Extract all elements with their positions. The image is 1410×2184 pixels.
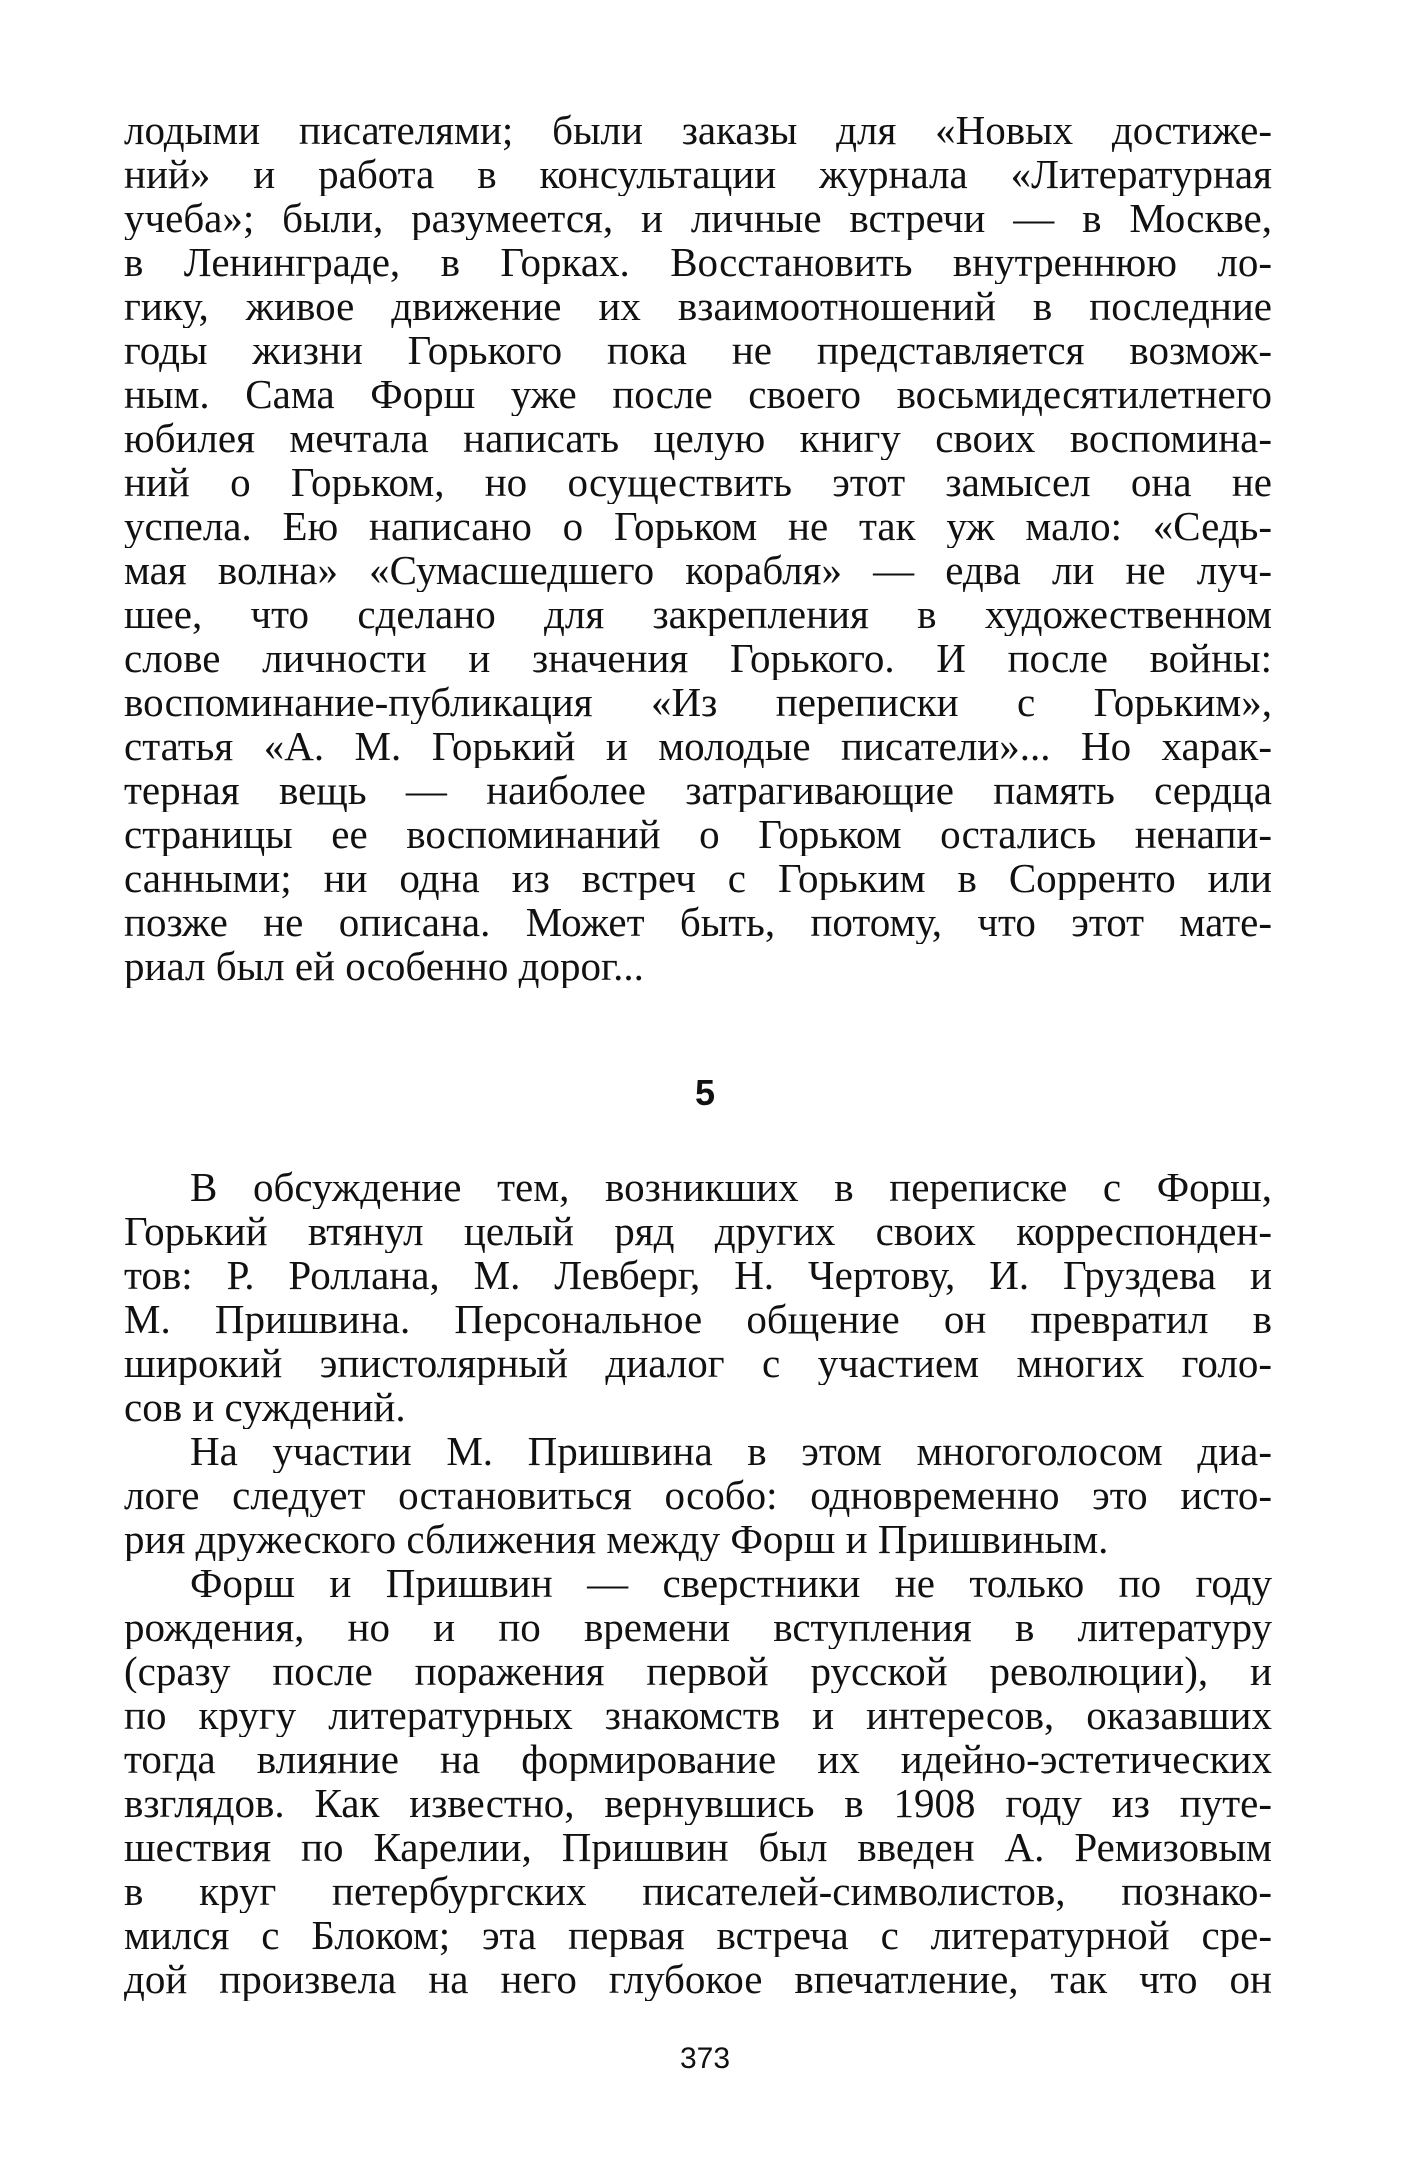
text-line: логе следует остановиться особо: одновременно это исто- xyxy=(124,1473,1272,1517)
text-line: шее, что сделано для закрепления в художественном xyxy=(124,592,1272,636)
text-line: слове личности и значения Горького. И после войны: xyxy=(124,636,1272,680)
text-line: (сразу после поражения первой русской революции), и xyxy=(124,1649,1272,1693)
paragraph xyxy=(124,1561,1272,2001)
text-line: рия дружеского сближения между Форш и Пришвиным. xyxy=(124,1517,1109,1561)
text-line: На участии М. Пришвина в этом многоголосом диа- xyxy=(190,1429,1272,1473)
text-line: годы жизни Горького пока не представляется возмож- xyxy=(124,328,1272,372)
text-line: ний» и работа в консультации журнала «Литературная xyxy=(124,152,1272,196)
text-line: дой произвела на него глубокое впечатление, так что он xyxy=(124,1957,1272,2001)
text-line: лодыми писателями; были заказы для «Новых достиже- xyxy=(124,108,1272,152)
text-line: В обсуждение тем, возникших в переписке с Форш, xyxy=(190,1165,1272,1209)
text-line: страницы ее воспоминаний о Горьком остались ненапи- xyxy=(124,812,1272,856)
text-line: широкий эпистолярный диалог с участием многих голо- xyxy=(124,1341,1272,1385)
text-line: шествия по Карелии, Пришвин был введен А. Ремизовым xyxy=(124,1825,1272,1869)
section-number: 5 xyxy=(694,1072,716,1113)
continuation-text xyxy=(124,108,1272,988)
text-line: позже не описана. Может быть, потому, что этот мате- xyxy=(124,900,1272,944)
text-line: риал был ей особенно дорог... xyxy=(124,944,644,988)
text-line: воспоминание-публикация «Из переписки с Горьким», xyxy=(124,680,1272,724)
text-line: Форш и Пришвин — сверстники не только по году xyxy=(190,1561,1272,1605)
page-number: 373 xyxy=(679,2042,731,2075)
text-line: статья «А. М. Горький и молодые писатели»... Но харак- xyxy=(124,724,1272,768)
paragraph xyxy=(124,1165,1272,1429)
text-line: по кругу литературных знакомств и интересов, оказавших xyxy=(124,1693,1272,1737)
text-line: ным. Сама Форш уже после своего восьмидесятилетнего xyxy=(124,372,1272,416)
text-line: мая волна» «Сумасшедшего корабля» — едва ли не луч- xyxy=(124,548,1272,592)
text-line: тогда влияние на формирование их идейно-эстетических xyxy=(124,1737,1272,1781)
paragraph xyxy=(124,1429,1272,1561)
text-line: в круг петербургских писателей-символистов, познако- xyxy=(124,1869,1272,1913)
text-line: рождения, но и по времени вступления в литературу xyxy=(124,1605,1272,1649)
text-line: взглядов. Как известно, вернувшись в 1908 году из путе- xyxy=(124,1781,1272,1825)
text-line: тов: Р. Роллана, М. Левберг, Н. Чертову, И. Груздева и xyxy=(124,1253,1272,1297)
text-line: терная вещь — наиболее затрагивающие память сердца xyxy=(124,768,1272,812)
text-line: Горький втянул целый ряд других своих корреспонден- xyxy=(124,1209,1272,1253)
text-line: мился с Блоком; эта первая встреча с литературной сре- xyxy=(124,1913,1272,1957)
text-line: М. Пришвина. Персональное общение он превратил в xyxy=(124,1297,1272,1341)
text-line: в Ленинграде, в Горках. Восстановить внутреннюю ло- xyxy=(124,240,1272,284)
text-line: юбилея мечтала написать целую книгу своих воспомина- xyxy=(124,416,1272,460)
text-line: гику, живое движение их взаимоотношений в последние xyxy=(124,284,1272,328)
text-line: успела. Ею написано о Горьком не так уж мало: «Седь- xyxy=(124,504,1272,548)
text-line: учеба»; были, разумеется, и личные встречи — в Москве, xyxy=(124,196,1272,240)
section-text xyxy=(124,1165,1272,2001)
text-line: сов и суждений. xyxy=(124,1385,406,1429)
text-line: санными; ни одна из встреч с Горьким в Сорренто или xyxy=(124,856,1272,900)
text-line: ний о Горьком, но осуществить этот замысел она не xyxy=(124,460,1272,504)
